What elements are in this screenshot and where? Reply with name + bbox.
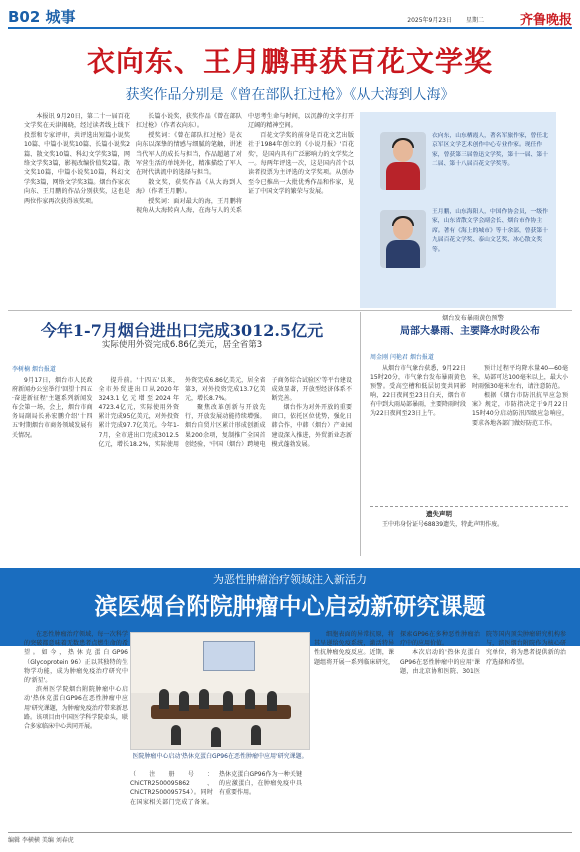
hospital-article-middle: （注册号：ChiCTR2500095862、ChiCTR2500095754）。同时在国家相关部门完成了备案。热休克蛋白GP96作为一种关键的应激蛋白，在肿瘤免疫中具有重要作用。 bbox=[130, 771, 302, 806]
page-footer: 编辑 李横横 美编 刘春虎 bbox=[8, 832, 572, 844]
rain-byline: 周金刚 闫艳君 烟台报道 bbox=[370, 354, 434, 361]
lost-notice-text: 王中玮身份证号68839遗失，特此声明作废。 bbox=[382, 521, 504, 528]
lead-article-body bbox=[24, 112, 354, 302]
hospital-subhead: 为恶性肿瘤治疗领域注入新活力 bbox=[213, 573, 367, 586]
divider bbox=[8, 310, 572, 311]
author-bio-wang: 王月鹏，山东海阳人，中国作协会员，一级作家，山东省散文学会副会长、烟台市作协主席。著有《海上的城市》等十余部，曾获第十九届百花文学奖、泰山文艺奖、冰心散文奖等。 bbox=[432, 209, 548, 253]
divider bbox=[360, 312, 361, 556]
issue-date: 2025年9月23日 bbox=[407, 17, 452, 24]
meeting-photo bbox=[130, 632, 310, 750]
issue-weekday: 星期二 bbox=[465, 17, 484, 24]
rain-paragraph: 根据《烟台市防汛抗旱应急预案》规定，市防指决定于9月22日15时40分启动防汛四级应急响应，要求各地各部门做好防范工作。 bbox=[472, 392, 568, 427]
trade-subhead: 实际使用外资完成6.86亿美元，居全省第3 bbox=[101, 340, 263, 350]
lead-paragraph: 本报讯 9月20日，第二十一届百花文学奖在天津揭晓，经过读者线上线下投票和专家评审，共评选出短篇小说奖10篇、中篇小说奖10篇、长篇小说奖2篇、散文奖10篇、科幻文学奖3篇，网络文学奖3篇，影视改编价值奖2篇。散文奖10篇，中篇小说奖10篇，科幻文学奖3篇，网络文学奖3篇。烟台作家衣向东、王月鹏的作品分别获奖，这也是两位作家再次获得该奖项。 bbox=[24, 113, 130, 205]
hospital-article-left bbox=[24, 630, 128, 826]
rain-kicker: 烟台发布暴雨黄色预警 bbox=[442, 315, 504, 322]
lost-notice-title: 遗失声明 bbox=[370, 506, 568, 518]
page-header bbox=[8, 5, 572, 29]
trade-byline: 李树楠 烟台报道 bbox=[12, 366, 56, 373]
author-photo-yi bbox=[380, 132, 426, 190]
trade-paragraph: 聚焦改革创新与开放先行，开放发展动能持续增强。烟台自贸片区累计形成创新成果200余项，复制推广全国首创经验，'中国（烟台）跨境电子商务综合试验区'等平台建设成效显著，开放型经济体系不断完善。 bbox=[185, 377, 352, 448]
lead-headline: 衣向东、王月鹏再获百花文学奖 bbox=[86, 45, 493, 78]
author-photo-wang bbox=[380, 210, 426, 268]
hospital-paragraph: 滨州医学院烟台附院肿瘤中心启动'热休克蛋白GP96在恶性肿瘤中应用'研究课题，为肿瘤免疫治疗带来新思路。该项目由中国医学科学院牵头，联合多家临床中心共同开展。 bbox=[24, 686, 128, 731]
trade-paragraph: 9月17日，烟台市人民政府新闻办公室举行'回望十四五·奋进新征程'主题系列新闻发布会第一场，会上，烟台市商务局副局长孙宏鹏介绍'十四五'时期烟台市商务领域发展有关情况。 bbox=[12, 377, 93, 439]
trade-paragraph: 烟台作为对外开放的重要窗口，依托区位优势，强化日韩合作，中韩（烟台）产业园建设深入推进，外贸新业态新模式蓬勃发展。 bbox=[271, 404, 352, 448]
newspaper-logo: 齐鲁晚报 bbox=[519, 13, 572, 28]
rain-paragraph: 从烟台市气象台获悉，9月22日15时20分，市气象台发布暴雨黄色预警。受高空槽和低层切变共同影响，22日夜间至23日白天，烟台市有中到大雨局部暴雨，主要降雨时段为22日夜间至23日上午。 bbox=[370, 365, 467, 418]
photo-caption: 医院肿瘤中心启动'热休克蛋白GP96在恶性肿瘤中应用'研究课题。 bbox=[132, 753, 308, 760]
author-bio-yi: 衣向东，山东栖霞人，著名军旅作家，曾任北京军区文学艺术创作中心专业作家。现任作家，曾获第三届鲁迅文学奖，第十一届、第十二届、第十八届百花文学奖等。 bbox=[432, 133, 548, 168]
lead-paragraph: 长篇小说奖，获奖作品《曾在部队扛过枪》（作者衣向东）。 bbox=[136, 113, 242, 130]
hospital-headline: 滨医烟台附院肿瘤中心启动新研究课题 bbox=[94, 593, 486, 620]
trade-headline: 今年1-7月烟台进出口完成3012.5亿元 bbox=[40, 321, 324, 340]
lead-paragraph: 散文奖，获奖作品《从大海到人海》（作者王月鹏）。 bbox=[136, 178, 242, 196]
author-bios-box bbox=[360, 112, 556, 308]
trade-article-body bbox=[12, 376, 352, 550]
hospital-paragraph: 在恶性肿瘤治疗领域，每一次科学的突破都意味着无数患者点燃生命的希望。如今，热休克蛋白GP96（Glycoprotein 96）正以其独特的生物学功能，成为肿瘤免疫治疗研究中的'新星'。 bbox=[24, 631, 128, 685]
section-title: B02 城事 bbox=[8, 8, 76, 26]
projection-screen bbox=[203, 641, 255, 671]
lead-paragraph: 百花文学奖的前身是百花文艺出版社于1984年创立的《小说月报》'百花奖'，是国内具有广泛影响力的文学奖之一。每两年评选一次，这是国内首个以读者投票为主评选的文学奖项。从创办至今已推出一大批优秀作品和作家，见证了中国文学的繁荣与发展。 bbox=[248, 131, 354, 196]
trade-paragraph: 提升前。'十四五'以来，全市外贸进出口从2020年3243.1亿元增至2024年4723.4亿元，实际使用外资累计完成95亿美元，对外投资累计完成97.7亿美元。今年1-7月，全市进出口完成3012.5亿元，增长18.2%，实际使用外资完成6.86亿美元，居全省第3，对外投资完成13.7亿美元，增长8.7%。 bbox=[98, 377, 266, 448]
rain-article-body bbox=[370, 364, 568, 500]
lead-paragraph: 授奖词：《曾在部队扛过枪》是衣向东以深挚的情感与细腻的笔触，讲述当代军人的成长与担当，作品超越了对军营生活的单纯外化，精准描绘了军人在时代洪流中的选择与担当。 bbox=[136, 131, 242, 177]
lead-paragraph: 授奖词：面对最大的海，王月鹏将视角从大海转向人海，在海与人的关系中思考生命与时间，以沉静的文字打开辽阔的精神空间。 bbox=[136, 113, 354, 215]
hospital-paragraph: 细胞表面的异常抗原，将其呈递给免疫系统，激活特异性抗肿瘤免疫反应。近期，课题组将开展一系列临床研究，探索GP96在多种恶性肿瘤治疗中的应用价值。 bbox=[314, 631, 480, 666]
lead-subhead: 获奖作品分别是《曾在部队扛过枪》《从大海到人海》 bbox=[125, 87, 455, 103]
lost-notice bbox=[370, 506, 568, 546]
rain-headline: 局部大暴雨、主要降水时段公布 bbox=[400, 326, 540, 337]
hospital-article-right bbox=[314, 630, 566, 826]
hospital-paragraph: 本次启动的'热休克蛋白GP96在恶性肿瘤中的应用'课题，由北京协和医院、301医院等国内顶尖肿瘤研究机构参与，滨医烟台附院作为核心研究单位，将为患者提供新的治疗选择和希望。 bbox=[400, 631, 566, 675]
rain-paragraph: 预计过程平均降水量40—60毫米，局部可达100毫米以上，最大小时雨强30毫米左右，请注意防范。 bbox=[472, 365, 568, 391]
